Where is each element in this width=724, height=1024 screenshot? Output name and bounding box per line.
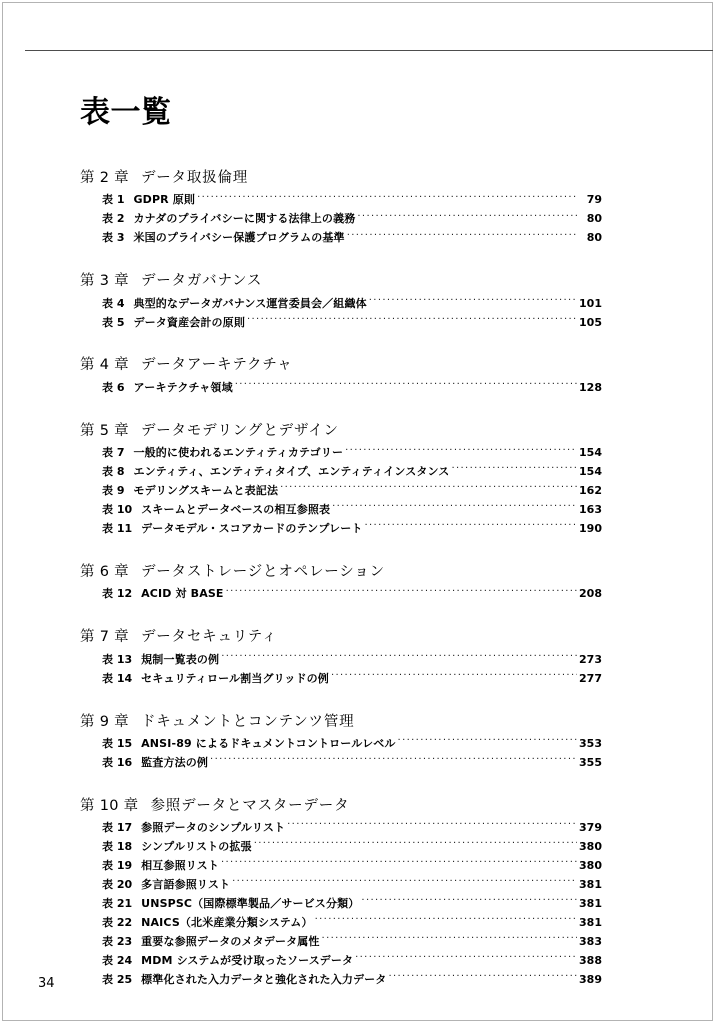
toc-entry-table-number: 表 19 [102, 859, 133, 873]
dot-leader [322, 934, 577, 945]
chapter-number: 第 4 章 [80, 357, 129, 374]
toc-entry[interactable] [80, 735, 602, 754]
toc-entry[interactable] [80, 895, 602, 914]
toc-entry-table-number: 表 4 [102, 296, 125, 310]
toc-entry-table-number: 表 10 [102, 503, 133, 517]
chapter-block [80, 711, 602, 773]
chapter-block [80, 626, 602, 688]
chapter-title: データモデリングとデザイン [140, 422, 339, 439]
dot-leader [280, 483, 577, 494]
toc-entry-table-number: 表 23 [102, 934, 133, 948]
toc-entry-page-number: 379 [579, 821, 602, 835]
toc-entry-label: 参照データのシンプルリスト [141, 821, 286, 835]
chapter-heading[interactable] [80, 711, 602, 733]
toc-entry[interactable] [80, 857, 602, 876]
toc-entry-label: カナダのプライバシーに関する法律上の義務 [133, 212, 356, 226]
toc-entry-page-number: 277 [579, 671, 602, 685]
toc-entry-table-number: 表 14 [102, 671, 133, 685]
toc-entry-label: エンティティ、エンティティタイプ、エンティティインスタンス [133, 465, 450, 479]
page-number-folio: 34 [38, 976, 55, 991]
toc-entry-page-number: 388 [579, 953, 602, 967]
page-title: 表一覧 [80, 95, 172, 130]
toc-entry[interactable] [80, 295, 602, 314]
toc-entry-label: 監査方法の例 [141, 755, 209, 769]
toc-entry[interactable] [80, 838, 602, 857]
toc-entry-page-number: 273 [579, 652, 602, 666]
toc-entry-label: MDM システムが受け取ったソースデータ [141, 953, 354, 967]
toc-entry[interactable] [80, 379, 602, 398]
toc-entry-label: データモデル・スコアカードのテンプレート [141, 521, 363, 535]
chapter-heading[interactable] [80, 795, 602, 817]
dot-leader [451, 464, 577, 475]
toc-entry-label: 一般的に使われるエンティティカテゴリー [133, 446, 344, 460]
toc-entry[interactable] [80, 501, 602, 520]
toc-entry-label: 相互参照リスト [141, 859, 219, 873]
toc-entry-table-number: 表 12 [102, 587, 133, 601]
toc-entry-page-number: 190 [579, 521, 602, 535]
toc-entry-table-number: 表 3 [102, 231, 125, 245]
toc-entry[interactable] [80, 651, 602, 670]
toc-entry-page-number: 154 [579, 446, 602, 460]
toc-entry-page-number: 208 [579, 587, 602, 601]
chapter-block [80, 795, 602, 990]
toc-entry-table-number: 表 8 [102, 465, 125, 479]
chapter-block [80, 270, 602, 332]
chapter-heading[interactable] [80, 354, 602, 376]
toc-entry-table-number: 表 20 [102, 877, 133, 891]
dot-leader [221, 858, 577, 869]
toc-entry-label: 規制一覧表の例 [141, 652, 220, 666]
toc-entry-table-number: 表 21 [102, 896, 133, 910]
chapter-number: 第 10 章 [80, 797, 139, 814]
dot-leader [232, 877, 577, 888]
toc-entry-page-number: 80 [586, 212, 602, 226]
toc-entry-table-number: 表 25 [102, 972, 133, 986]
toc-entry-page-number: 162 [579, 484, 602, 498]
toc-entry-page-number: 380 [579, 859, 602, 873]
dot-leader [210, 755, 577, 766]
chapter-block [80, 561, 602, 604]
dot-leader [315, 915, 577, 926]
toc-entry-label: ACID 対 BASE [141, 587, 224, 601]
toc-entry-page-number: 380 [579, 840, 602, 854]
toc-entry-page-number: 389 [579, 972, 602, 986]
dot-leader [347, 230, 578, 241]
toc-entry-page-number: 355 [579, 755, 602, 769]
chapter-heading[interactable] [80, 167, 602, 189]
chapter-number: 第 9 章 [80, 713, 129, 730]
dot-leader [197, 192, 578, 203]
dot-leader [361, 896, 577, 907]
dot-leader [331, 671, 577, 682]
toc-entry[interactable] [80, 670, 602, 689]
chapter-title: ドキュメントとコンテンツ管理 [140, 713, 355, 730]
page-content [80, 96, 602, 989]
chapter-heading[interactable] [80, 270, 602, 292]
toc-entry[interactable] [80, 210, 602, 229]
dot-leader [287, 820, 577, 831]
toc-entry-table-number: 表 2 [102, 212, 125, 226]
toc-entry[interactable] [80, 520, 602, 539]
toc-entry-table-number: 表 5 [102, 315, 125, 329]
dot-leader [388, 972, 577, 983]
toc-entry-page-number: 353 [579, 736, 602, 750]
toc-entry-label: アーキテクチャ領域 [133, 380, 233, 394]
toc-entry-page-number: 128 [579, 380, 602, 394]
toc-entry-table-number: 表 18 [102, 840, 133, 854]
toc-entry-page-number: 79 [586, 193, 602, 207]
toc-entry-label: 重要な参照データのメタデータ属性 [141, 934, 320, 948]
toc-entry-label: UNSPSC（国際標準製品／サービス分類） [141, 896, 360, 910]
toc-entry-page-number: 80 [586, 231, 602, 245]
toc-entry-table-number: 表 24 [102, 953, 133, 967]
toc-entry-label: スキームとデータベースの相互参照表 [141, 503, 331, 517]
toc-entry[interactable] [80, 463, 602, 482]
toc-entry-page-number: 383 [579, 934, 602, 948]
chapter-title: データガバナンス [140, 273, 263, 290]
dot-leader [247, 315, 577, 326]
chapter-number: 第 5 章 [80, 422, 129, 439]
toc-entry-label: NAICS（北米産業分類システム） [141, 915, 313, 929]
toc-entry-page-number: 381 [579, 877, 602, 891]
toc-entry-label: データ資産会計の原則 [133, 315, 245, 329]
toc-entry-page-number: 105 [579, 315, 602, 329]
toc-entry-table-number: 表 6 [102, 380, 125, 394]
toc-entry[interactable] [80, 933, 602, 952]
toc-entry[interactable] [80, 876, 602, 895]
toc-entry-label: 標準化された入力データと強化された入力データ [141, 972, 387, 986]
chapter-heading[interactable] [80, 420, 602, 442]
chapter-title: データセキュリティ [140, 629, 278, 646]
toc-entry[interactable] [80, 971, 602, 990]
chapter-number: 第 2 章 [80, 170, 129, 186]
chapter-block [80, 354, 602, 397]
toc-entry-label: 米国のプライバシー保護プログラムの基準 [133, 231, 345, 245]
toc-entry-table-number: 表 9 [102, 484, 125, 498]
toc-entry-label: シンプルリストの拡張 [141, 840, 252, 854]
chapter-heading[interactable] [80, 561, 602, 583]
chapter-number: 第 6 章 [80, 563, 129, 580]
dot-leader [345, 445, 577, 456]
chapter-title: 参照データとマスターデータ [150, 797, 350, 814]
toc-entry-table-number: 表 16 [102, 755, 133, 769]
chapter-number: 第 7 章 [80, 629, 129, 646]
chapter-title: データストレージとオペレーション [140, 563, 385, 580]
dot-leader [221, 652, 577, 663]
dot-leader [369, 296, 577, 307]
toc-entry-table-number: 表 17 [102, 821, 133, 835]
dot-leader [355, 953, 577, 964]
chapter-number: 第 3 章 [80, 273, 129, 290]
toc-entry-label: 多言語参照リスト [141, 877, 231, 891]
dot-leader [235, 380, 577, 391]
toc-entry[interactable] [80, 819, 602, 838]
chapter-block [80, 167, 602, 248]
toc-entry-label: モデリングスキームと表記法 [133, 484, 279, 498]
toc-entry[interactable] [80, 914, 602, 933]
toc-entry[interactable] [80, 952, 602, 971]
toc-entry-table-number: 表 7 [102, 446, 125, 460]
toc-entry[interactable] [80, 229, 602, 248]
toc-entry-label: GDPR 原則 [133, 193, 196, 207]
toc-entry-table-number: 表 11 [102, 521, 133, 535]
toc-entry[interactable] [80, 482, 602, 501]
toc-entry-page-number: 163 [579, 503, 602, 517]
toc-entry-page-number: 381 [579, 915, 602, 929]
dot-leader [398, 736, 577, 747]
dot-leader [226, 586, 577, 597]
toc-entry-table-number: 表 13 [102, 652, 133, 666]
dot-leader [332, 502, 577, 513]
toc-entry-table-number: 表 15 [102, 736, 133, 750]
toc-entry[interactable] [80, 585, 602, 604]
chapter-title: データ取扱倫理 [140, 170, 249, 186]
dot-leader [254, 839, 577, 850]
toc-entry-page-number: 101 [579, 296, 602, 310]
toc-entry[interactable] [80, 444, 602, 463]
chapter-block [80, 420, 602, 539]
toc-entry[interactable] [80, 314, 602, 333]
toc-entry-page-number: 381 [579, 896, 602, 910]
dot-leader [365, 521, 578, 532]
chapter-title: データアーキテクチャ [140, 357, 293, 374]
table-of-tables-list [80, 167, 602, 989]
toc-entry-table-number: 表 1 [102, 193, 125, 207]
toc-entry[interactable] [80, 191, 602, 210]
header-rule [25, 50, 713, 51]
toc-entry-table-number: 表 22 [102, 915, 133, 929]
toc-entry-page-number: 154 [579, 465, 602, 479]
toc-entry-label: ANSI-89 によるドキュメントコントロールレベル [141, 736, 396, 750]
toc-entry-label: 典型的なデータガバナンス運営委員会／組織体 [133, 296, 367, 310]
dot-leader [357, 211, 578, 222]
chapter-heading[interactable] [80, 626, 602, 648]
toc-entry-label: セキュリティロール割当グリッドの例 [141, 671, 329, 685]
toc-entry[interactable] [80, 754, 602, 773]
